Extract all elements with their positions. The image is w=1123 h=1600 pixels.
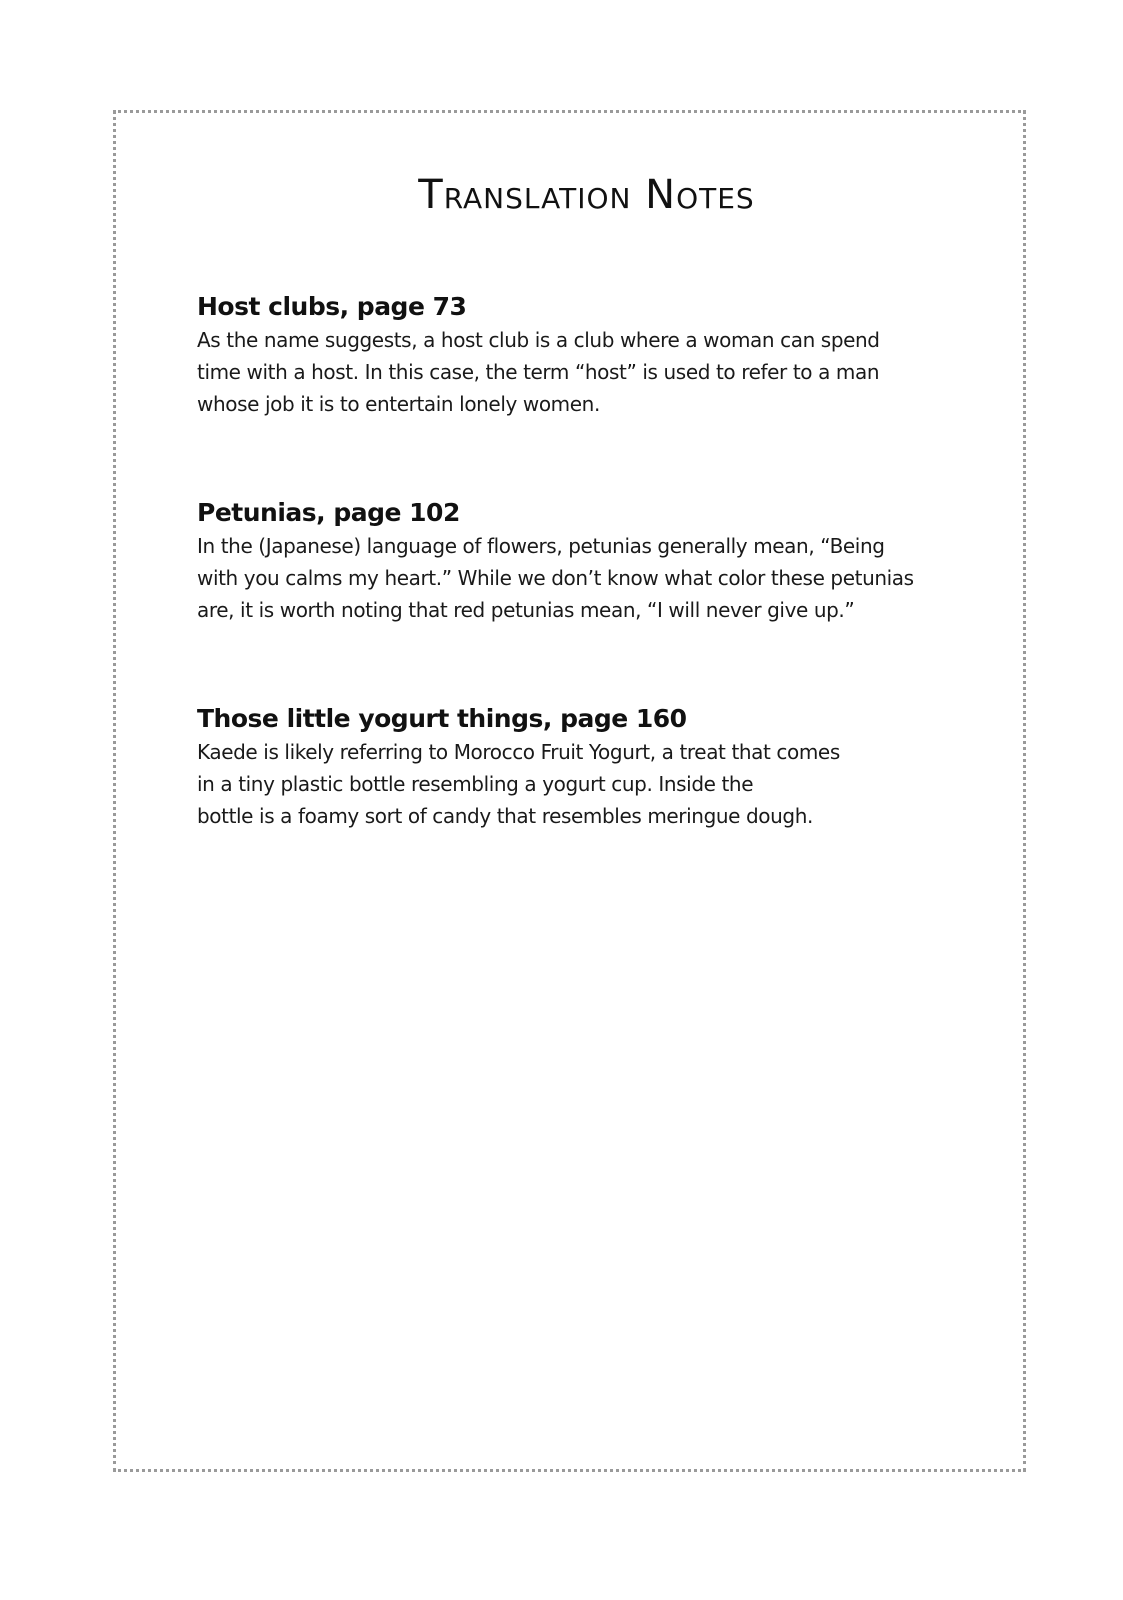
page-title: Translation Notes <box>418 172 755 218</box>
note-line: in a tiny plastic bottle resembling a yogurt cup. Inside the <box>197 772 754 796</box>
note-line: are, it is worth noting that red petunias mean, “I will never give up.” <box>197 598 855 622</box>
note-line: Kaede is likely referring to Morocco Fruit Yogurt, a treat that comes <box>197 740 840 764</box>
note-body <box>197 324 917 420</box>
note-line: with you calms my heart.” While we don’t know what color these petunias <box>197 566 914 590</box>
note-line: bottle is a foamy sort of candy that resembles meringue dough. <box>197 804 813 828</box>
note-host-clubs <box>197 290 917 420</box>
note-line: As the name suggests, a host club is a club where a woman can spend <box>197 328 880 352</box>
note-petunias <box>197 496 917 626</box>
note-body <box>197 530 917 626</box>
note-heading: Those little yogurt things, page 160 <box>197 704 687 733</box>
note-heading: Host clubs, page 73 <box>197 292 467 321</box>
note-body <box>197 736 917 832</box>
note-heading: Petunias, page 102 <box>197 498 460 527</box>
translation-notes-list <box>197 290 917 908</box>
note-yogurt-things <box>197 702 917 832</box>
note-line: time with a host. In this case, the term “host” is used to refer to a man <box>197 360 880 384</box>
note-line: In the (Japanese) language of flowers, petunias generally mean, “Being <box>197 534 885 558</box>
note-line: whose job it is to entertain lonely women. <box>197 392 600 416</box>
